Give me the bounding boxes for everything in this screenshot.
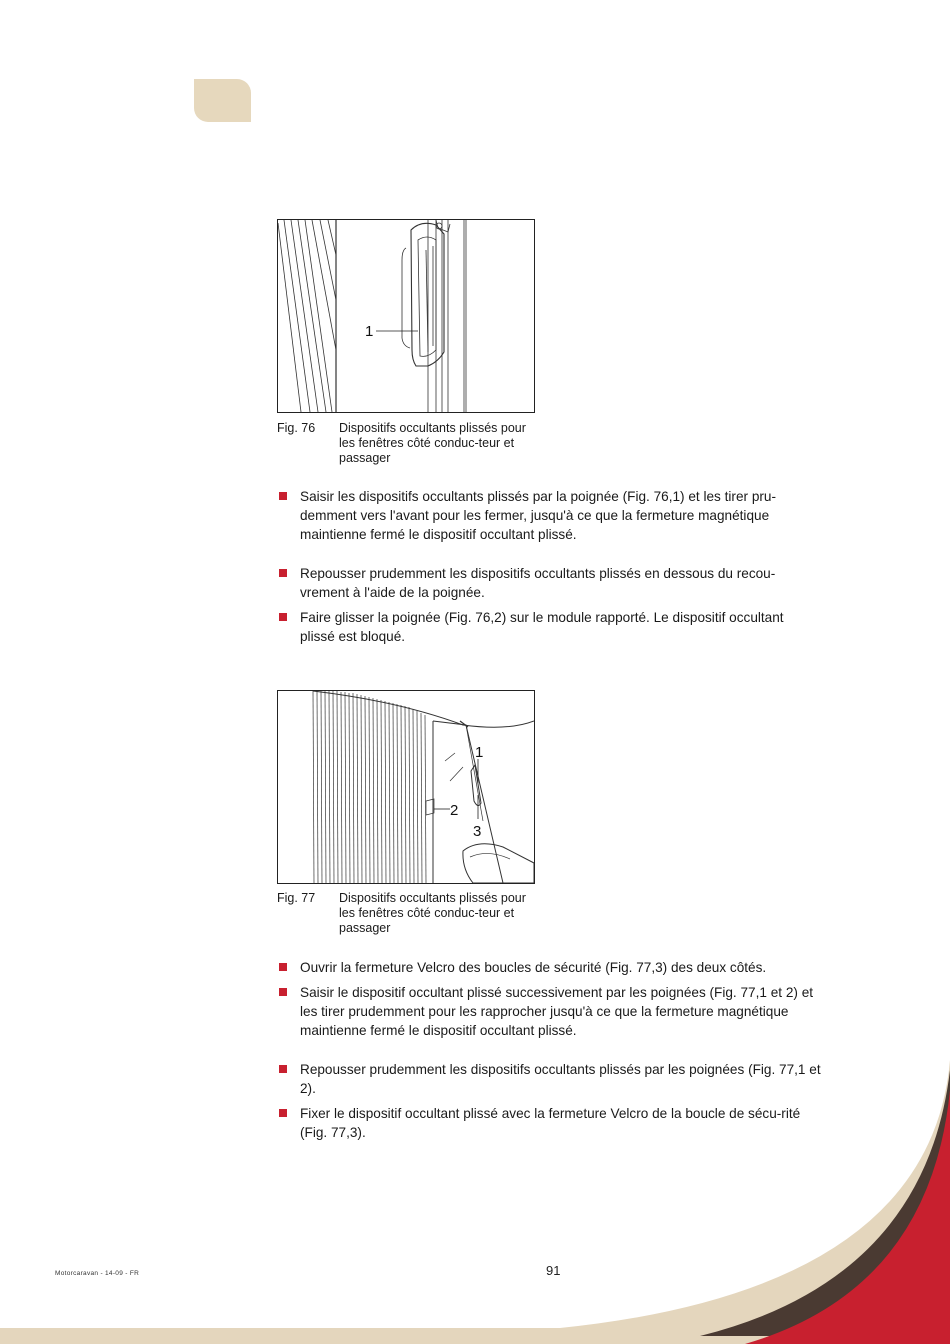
figure-76-illustration [277,219,535,413]
page-number: 91 [546,1263,561,1278]
list-item [277,608,822,646]
document-reference: Motorcaravan - 14-09 - FR [55,1270,140,1277]
list-item-text: Repousser prudemment les dispositifs occultants plissés par les poignées (Fig. 77,1 et 2). [300,1062,821,1096]
instruction-list-1 [277,487,822,646]
figure-77-callout-3: 3 [473,823,482,840]
figure-77-illustration [277,690,535,884]
figure-77-label: Fig. 77 [277,891,316,905]
bullet-square-icon [279,492,287,500]
bullet-square-icon [279,963,287,971]
list-item-text: Repousser prudemment les dispositifs occultants plissés en dessous du recou-vrement à l'aide de la poignée. [300,566,776,600]
figure-77-callout-1: 1 [475,744,484,761]
list-item-text: Saisir le dispositif occultant plissé successivement par les poignées (Fig. 77,1 et 2) et les tirer prudemment pour les rapprocher jusqu'à ce que la fermeture magnétique maintienne fermé le dispositif occultant plissé. [300,985,814,1038]
list-item-text: Faire glisser la poignée (Fig. 76,2) sur le module rapporté. Le dispositif occultant plissé est bloqué. [300,610,784,644]
list-item [277,958,822,977]
list-item-text: Saisir les dispositifs occultants plissés par la poignée (Fig. 76,1) et les tirer pru-demment vers l'avant pour les fermer, jusqu'à ce que la fermeture magnétique maintienne fermé le dispositif occultant plissé. [300,489,776,542]
figure-77-callout-2: 2 [450,802,459,819]
list-item [277,564,822,602]
figure-76-callout-1: 1 [365,323,374,340]
bullet-square-icon [279,613,287,621]
list-item-text: Ouvrir la fermeture Velcro des boucles de sécurité (Fig. 77,3) des deux côtés. [300,960,767,975]
list-item-text: Fixer le dispositif occultant plissé avec la fermeture Velcro de la boucle de sécu-rité (Fig. 77,3). [300,1106,801,1140]
list-item [277,487,822,544]
bullet-square-icon [279,988,287,996]
decorative-corner-swoosh [0,1040,950,1344]
bullet-square-icon [279,569,287,577]
chapter-tab-marker [194,79,251,122]
figure-76-label: Fig. 76 [277,421,316,435]
list-item [277,983,822,1040]
figure-77-caption-text: Dispositifs occultants plissés pour les fenêtres côté conduc-teur et passager [339,891,526,935]
figure-76-caption-text: Dispositifs occultants plissés pour les fenêtres côté conduc-teur et passager [339,421,526,465]
